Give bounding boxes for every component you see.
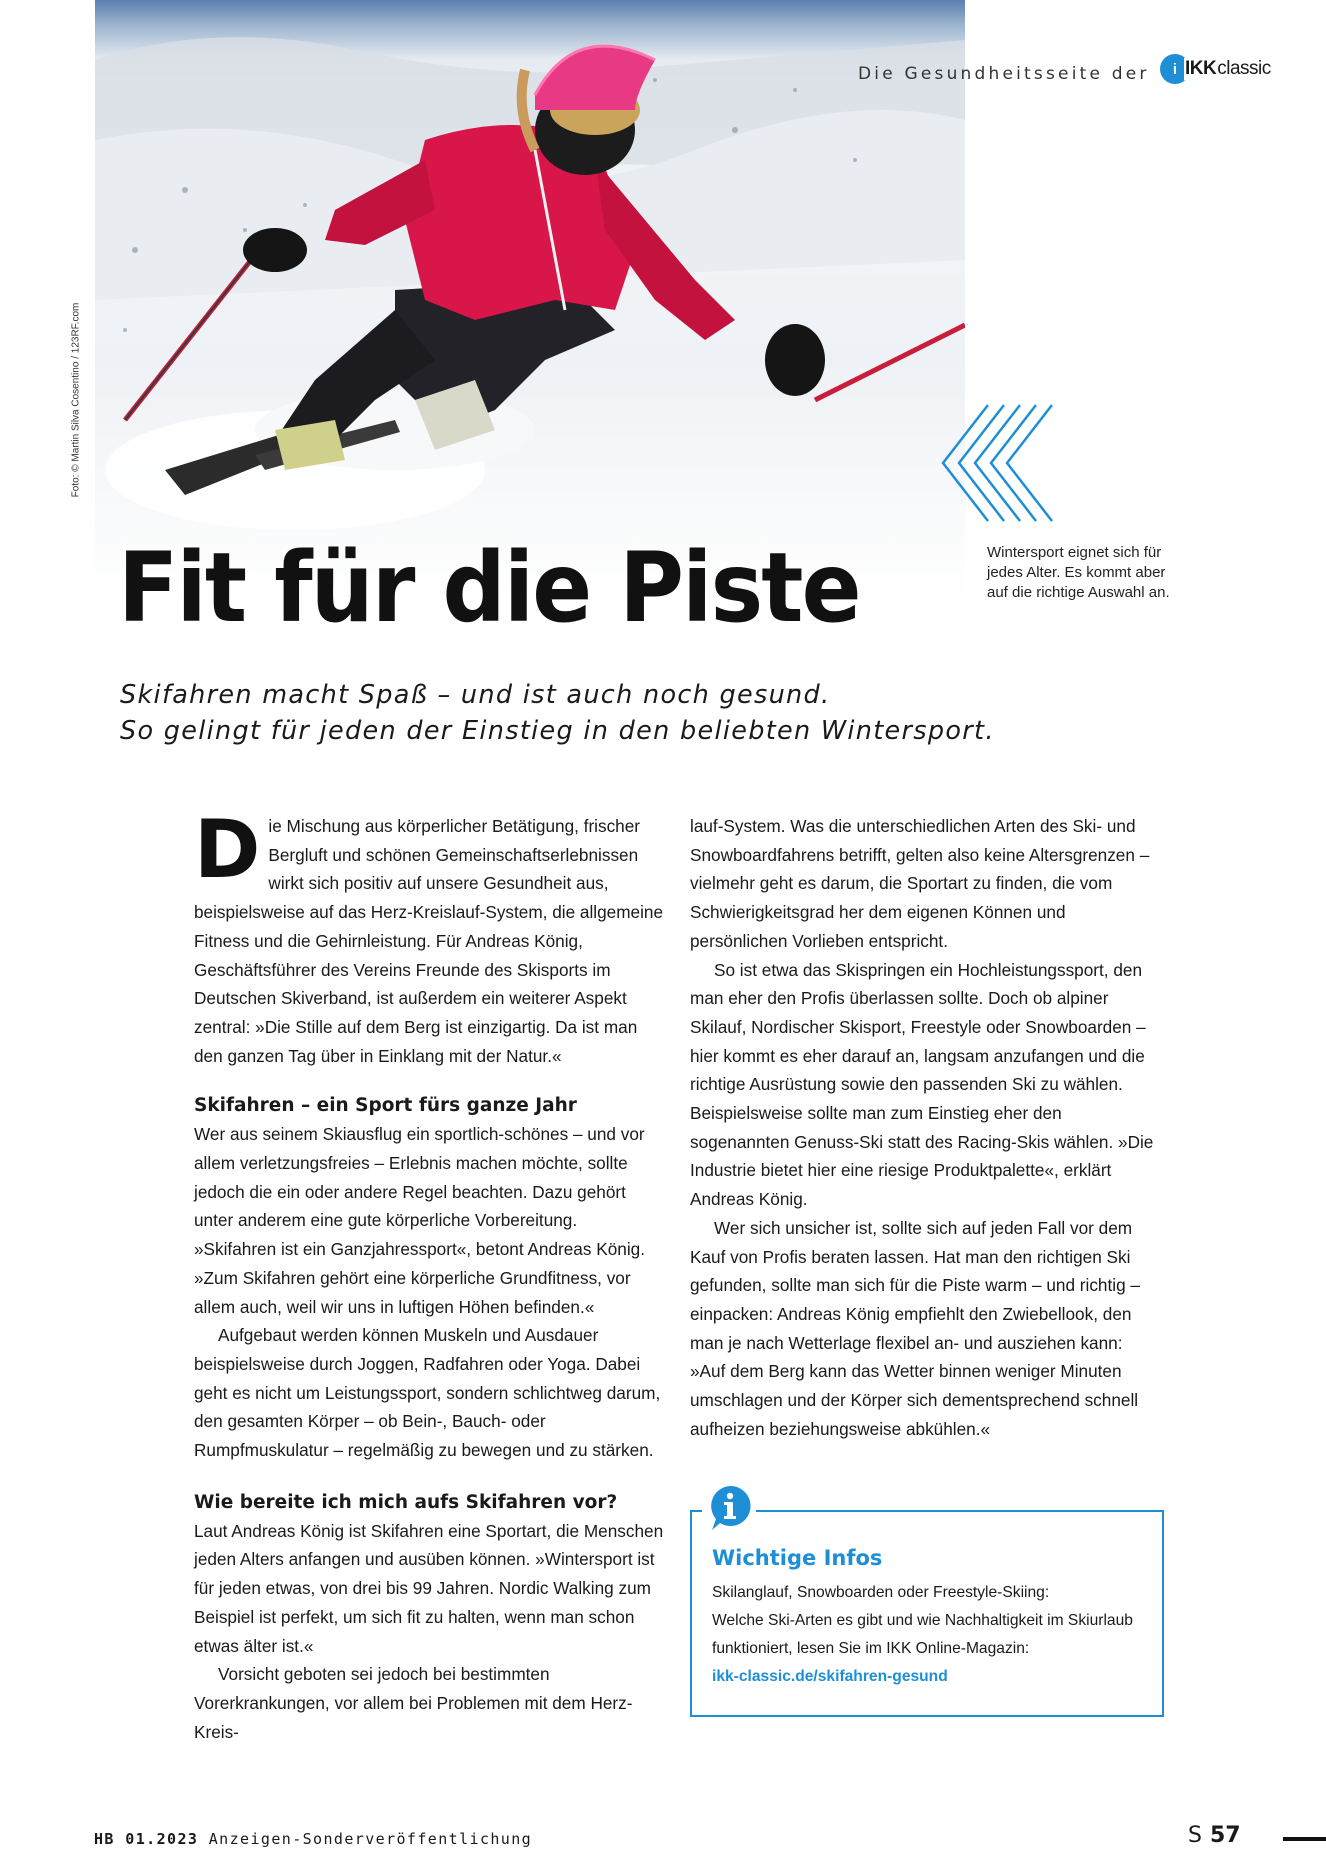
logo-ikk-text: IKK [1185, 58, 1217, 79]
paragraph: Wer aus seinem Skiausflug ein sportlich-schönes – und vor allem verletzungsfreies – Erlebnis machen möchte, sollte jedoch die ein oder andere Regel beachten. Dazu gehört unter anderem eine gute körperliche Vorbereitung. »Skifahren ist ein Ganzjahressport«, betont Andreas König. »Zum Skifahren gehört eine körperliche Grundfitness, vor allem auch, weil wir uns in luftigen Höhen befinden.« [194, 1124, 645, 1317]
footer-label: Anzeigen-Sonderveröffentlichung [208, 1830, 533, 1848]
info-text [712, 1579, 1142, 1663]
subtitle-line-2: So gelingt für jeden der Einstieg in den beliebten Wintersport. [120, 716, 995, 746]
subtitle-line-1: Skifahren macht Spaß – und ist auch noch gesund. [120, 680, 831, 710]
info-icon-wrap [702, 1484, 756, 1538]
paragraph-intro [194, 803, 664, 1070]
info-box [690, 1510, 1164, 1717]
page-number-value: 57 [1209, 1823, 1241, 1848]
paragraph: Laut Andreas König ist Skifahren eine Sportart, die Menschen jeden Alters anfangen und ausüben können. »Wintersport ist für jeden etwas, von drei bis 99 Jahren. Nordic Walking zum Beispiel ist perfekt, um sich fit zu halten, wenn man schon etwas älter ist.« [194, 1520, 664, 1656]
skier-illustration [95, 0, 965, 600]
chevron-left-icon [938, 403, 1063, 523]
footer-divider [1283, 1837, 1326, 1841]
ikk-classic-logo[interactable] [1160, 54, 1271, 84]
photo-caption: Wintersport eignet sich für jedes Alter. Es kommt aber auf die richtige Auswahl an. [987, 544, 1170, 601]
logo-classic-text: classic [1217, 58, 1271, 79]
article-column-left [194, 803, 664, 1746]
subtitle [120, 677, 995, 749]
info-title: Wichtige Infos [712, 1546, 883, 1570]
info-icon [708, 1484, 752, 1532]
photo-credit: Foto: © Martin Silva Cosentino / 123RF.com [70, 302, 82, 498]
footer-issue [94, 1830, 532, 1848]
page-title: Fit für die Piste [118, 532, 860, 644]
footer-issue-number: HB 01.2023 [94, 1830, 199, 1848]
page-number [1188, 1823, 1241, 1848]
paragraph-intro-text: ie Mischung aus körperlicher Betätigung, frischer Bergluft und schönen Gemeinschaftserlebnissen wirkt sich positiv auf unsere Gesundheit aus, beispielsweise auf das Herz-Kreislauf-System, die allgemeine Fitness und die Gehirnleistung. Für Andreas König, Geschäftsführer des Vereins Freunde des Skisports im Deutschen Skiverband, ist außerdem ein weiterer Aspekt zentral: »Die Stille auf dem Berg ist einzigartig. Da ist man den ganzen Tag über in Einklang mit der Natur.« [194, 816, 664, 1066]
page-prefix: S [1188, 1823, 1202, 1848]
info-line-1: Skilanglauf, Snowboarden oder Freestyle-Skiing: [712, 1584, 1050, 1601]
paragraph: So ist etwa das Skispringen ein Hochleistungssport, den man eher den Profis überlassen sollte. Doch ob alpiner Skilauf, Nordischer Skisport, Freestyle oder Snowboarden – hier kommt es eher darauf an, langsam anzufangen und die richtige Ausrüstung sowie den passenden Ski zu wählen. Beispielsweise sollte man zum Einstieg eher den sogenannten Genuss-Ski statt des Racing-Skis wählen. »Die Industrie bietet hier eine riesige Produktpalette«, erklärt Andreas König. [690, 959, 1154, 1210]
section-heading-1: Skifahren – ein Sport fürs ganze Jahr [194, 1095, 577, 1117]
ikk-logo-icon: i [1160, 54, 1190, 84]
article-column-right [690, 812, 1160, 1443]
info-link[interactable]: ikk-classic.de/skifahren-gesund [712, 1668, 948, 1685]
hero-photo [95, 0, 965, 600]
paragraph: Aufgebaut werden können Muskeln und Ausdauer beispielsweise durch Joggen, Radfahren oder Yoga. Dabei geht es nicht um Leistungssport, sondern schlichtweg darum, den gesamten Körper – ob Bein-, Bauch- oder Rumpfmuskulatur – regelmäßig zu bewegen und zu stärken. [194, 1325, 661, 1461]
paragraph: lauf-System. Was die unterschiedlichen Arten des Ski- und Snowboardfahrens betrifft, gelten also keine Altersgrenzen – vielmehr geht es darum, die Sportart zu finden, die vom Schwierigkeitsgrad her dem eigenen Können und persönlichen Vorlieben entspricht. [690, 816, 1150, 951]
section-heading-2: Wie bereite ich mich aufs Skifahren vor? [194, 1491, 618, 1513]
header-tagline: Die Gesundheitsseite der [858, 64, 1150, 84]
drop-cap: D [194, 803, 261, 896]
info-line-2: Welche Ski-Arten es gibt und wie Nachhaltigkeit im Skiurlaub funktioniert, lesen Sie im IKK Online-Magazin: [712, 1612, 1133, 1657]
paragraph: Wer sich unsicher ist, sollte sich auf jeden Fall vor dem Kauf von Profis beraten lassen. Hat man den richtigen Ski gefunden, sollte man sich für die Piste warm – und richtig – einpacken: Andreas König empfiehlt den Zwiebellook, den man je nach Wetterlage flexibel an- und ausziehen kann: »Auf dem Berg kann das Wetter binnen weniger Minuten umschlagen und der Körper sich dementsprechend schnell aufheizen beziehungsweise abkühlen.« [690, 1217, 1140, 1439]
paragraph: Vorsicht geboten sei jedoch bei bestimmten Vorerkrankungen, vor allem bei Problemen mit dem Herz-Kreis- [194, 1664, 633, 1742]
